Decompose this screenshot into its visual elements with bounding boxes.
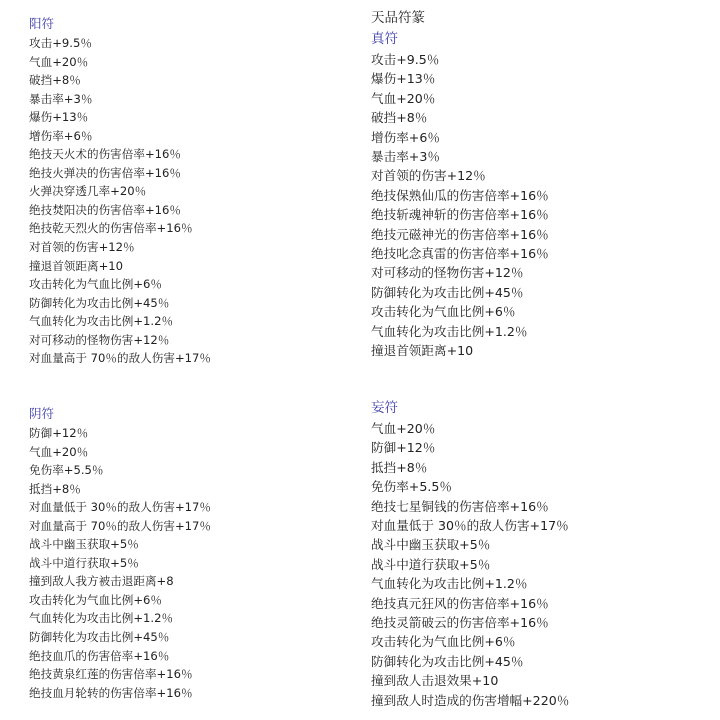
stat-line: 绝技灵箭破云的伤害倍率+16％	[371, 615, 549, 631]
stat-line: 撞到敌人我方被击退距离+8	[29, 574, 174, 589]
stat-line: 绝技叱念真雷的伤害倍率+16％	[371, 246, 549, 262]
stat-line: 增伤率+6％	[371, 129, 440, 145]
stat-line: 火弹决穿透几率+20％	[29, 184, 147, 199]
stat-line: 攻击转化为气血比例+6％	[29, 592, 163, 607]
stat-line: 气血转化为攻击比例+1.2％	[29, 611, 174, 626]
stat-line: 绝技斩魂神斩的伤害倍率+16％	[371, 207, 549, 223]
stat-line: 防御转化为攻击比例+45％	[371, 653, 524, 669]
stat-list-zhen	[371, 50, 711, 361]
stat-line: 战斗中道行获取+5％	[29, 555, 139, 570]
stat-line: 绝技天火术的伤害倍率+16％	[29, 147, 181, 162]
stat-line: 战斗中幽玉获取+5％	[29, 537, 139, 552]
stat-line: 绝技血爪的伤害倍率+16％	[29, 648, 170, 663]
stat-line: 撞到敌人击退效果+10	[371, 673, 499, 689]
stat-line: 对血量高于 70％的敌人伤害+17％	[29, 351, 212, 366]
stat-line: 增伤率+6％	[29, 128, 93, 143]
stat-line: 防御+12％	[29, 426, 89, 440]
stat-line: 对血量低于 30％的敌人伤害+17％	[371, 518, 569, 534]
stat-line: 破挡+8％	[371, 110, 428, 126]
stat-line: 攻击转化为气血比例+6％	[29, 277, 163, 292]
stat-line: 战斗中道行获取+5％	[371, 556, 491, 572]
stat-line: 绝技黄泉红莲的伤害倍率+16％	[29, 667, 193, 682]
stat-line: 爆伤+13％	[371, 71, 436, 87]
stat-line: 气血+20％	[29, 444, 89, 459]
stat-list-wang	[371, 419, 711, 710]
stat-line: 绝技乾天烈火的伤害倍率+16％	[29, 221, 193, 236]
stat-line: 对血量低于 30％的敌人伤害+17％	[29, 500, 212, 515]
stat-line: 攻击转化为气血比例+6％	[371, 304, 516, 320]
stat-line: 攻击+9.5％	[29, 36, 92, 50]
section-yin	[29, 406, 359, 702]
stat-line: 撞退首领距离+10	[371, 343, 474, 359]
stat-line: 气血转化为攻击比例+1.2％	[371, 323, 528, 339]
stat-line: 防御+12％	[371, 440, 436, 456]
section-wang	[371, 400, 711, 710]
stat-line: 绝技元磁神光的伤害倍率+16％	[371, 226, 549, 242]
stat-line: 防御转化为攻击比例+45％	[29, 295, 170, 310]
stat-line: 气血转化为攻击比例+1.2％	[371, 576, 528, 592]
section-zhen	[371, 31, 711, 361]
stat-line: 免伤率+5.5％	[29, 463, 104, 478]
stat-line: 防御转化为攻击比例+45％	[29, 630, 170, 645]
stat-line: 暴击率+3％	[29, 91, 93, 106]
stat-line: 对可移动的怪物伤害+12％	[29, 332, 170, 347]
stat-line: 气血+20％	[29, 54, 89, 69]
page-title: 天品符篆	[371, 10, 425, 26]
stat-line: 气血+20％	[371, 90, 436, 106]
stat-list-yang	[29, 34, 359, 368]
stat-line: 抵挡+8％	[371, 459, 428, 475]
stat-line: 攻击+9.5％	[371, 52, 440, 67]
stat-line: 免伤率+5.5％	[371, 479, 452, 495]
stat-line: 攻击转化为气血比例+6％	[371, 634, 516, 650]
stat-line: 对首领的伤害+12％	[29, 240, 135, 255]
stat-list-yin	[29, 424, 359, 702]
stat-line: 防御转化为攻击比例+45％	[371, 284, 524, 300]
stat-line: 战斗中幽玉获取+5％	[371, 537, 491, 553]
stat-line: 绝技保熟仙瓜的伤害倍率+16％	[371, 187, 549, 203]
stat-line: 气血+20％	[371, 421, 436, 436]
section-heading-zhen: 真符	[371, 31, 398, 47]
stat-line: 暴击率+3％	[371, 149, 440, 165]
stat-line: 绝技焚阳决的伤害倍率+16％	[29, 202, 181, 217]
stat-line: 绝技火弹决的伤害倍率+16％	[29, 165, 181, 180]
stat-line: 抵挡+8％	[29, 481, 81, 496]
section-heading-yang: 阳符	[29, 16, 55, 31]
stat-line: 撞到敌人时造成的伤害增幅+220％	[371, 692, 570, 708]
stat-line: 气血转化为攻击比例+1.2％	[29, 314, 174, 329]
stat-line: 撞退首领距离+10	[29, 258, 124, 273]
section-yang	[29, 16, 359, 368]
stat-line: 破挡+8％	[29, 73, 81, 88]
stat-line: 绝技真元狂风的伤害倍率+16％	[371, 595, 549, 611]
stat-line: 爆伤+13％	[29, 110, 89, 125]
stat-line: 绝技血月轮转的伤害倍率+16％	[29, 685, 193, 700]
section-heading-wang: 妄符	[371, 400, 398, 416]
section-heading-yin: 阴符	[29, 406, 55, 421]
stat-line: 对血量高于 70％的敌人伤害+17％	[29, 518, 212, 533]
stat-line: 绝技七星铜钱的伤害倍率+16％	[371, 498, 549, 514]
stat-line: 对首领的伤害+12％	[371, 168, 486, 184]
stat-line: 对可移动的怪物伤害+12％	[371, 265, 524, 281]
